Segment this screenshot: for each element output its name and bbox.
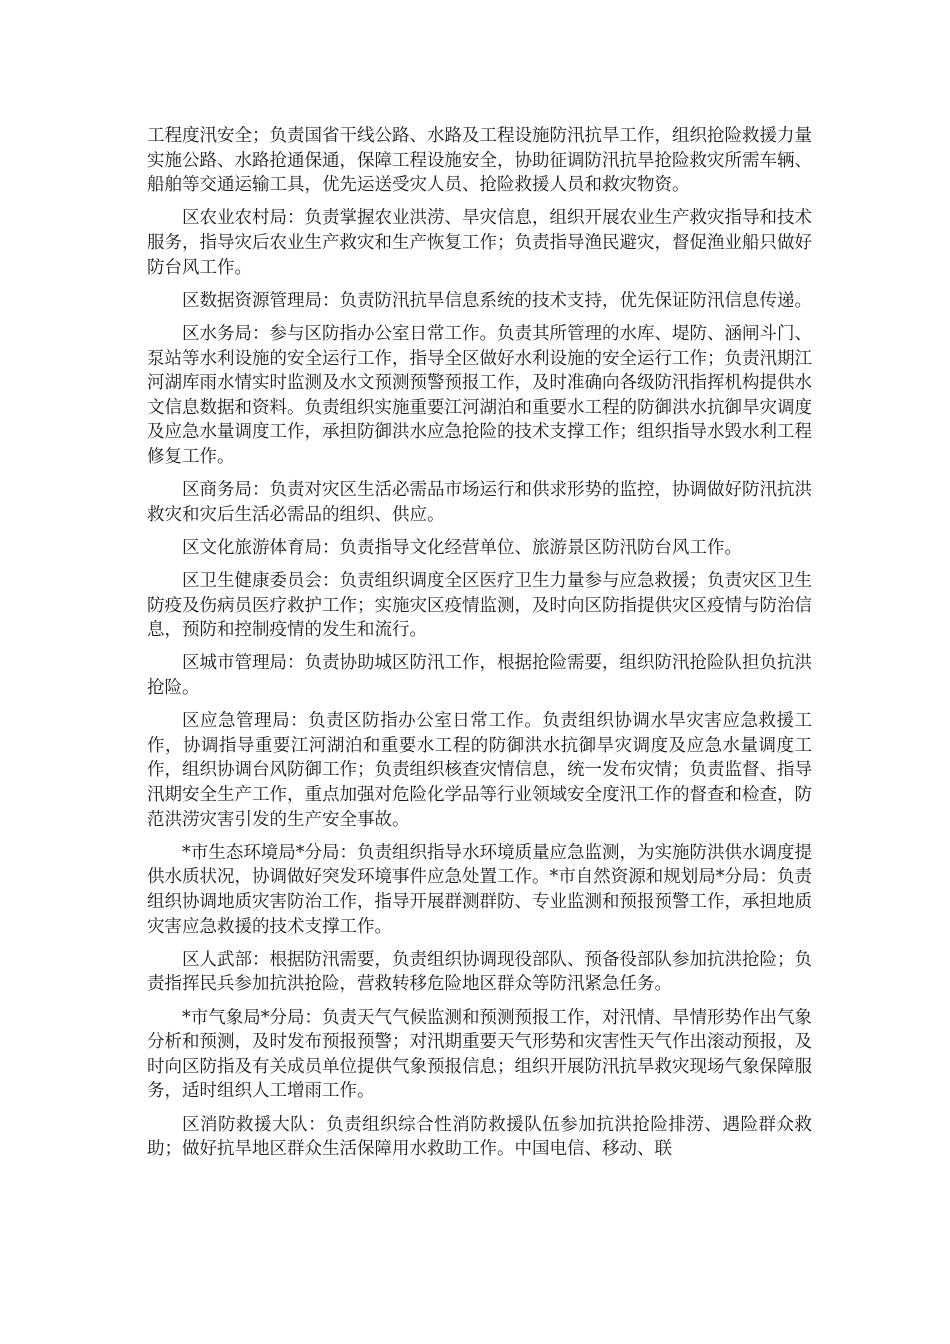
paragraph-data-resources-bureau: 区数据资源管理局：负责防汛抗旱信息系统的技术支持，优先保证防汛信息传递。 [182,290,812,311]
paragraph-fire-rescue-brigade: 区消防救援大队：负责组织综合性消防救援队伍参加抗洪抢险排涝、遇险群众救助；做好抗旱地区群众生活保障用水救助工作。中国电信、移动、联 [147,1114,812,1160]
paragraph-meteorology-bureau: *市气象局*分局：负责天气气候监测和预测预报工作，对汛情、旱情形势作出气象分析和预测，及时发布预报预警；对汛期重要天气形势和灾害性天气作出滚动预报，及时向区防指及有关成员单位提供气象预报信息；组织开展防汛抗旱救灾现场气象保障服务，适时组织人工增雨工作。 [147,1007,812,1102]
paragraph-culture-tourism-bureau: 区文化旅游体育局：负责指导文化经营单位、旅游景区防汛防台风工作。 [182,537,742,558]
paragraph-water-affairs-bureau: 区水务局：参与区防指办公室日常工作。负责其所管理的水库、堤防、涵闸斗门、泵站等水利设施的安全运行工作，指导全区做好水利设施的安全运行工作；负责汛期江河湖库雨水情实时监测及水文预测预警预报工作，及时准确向各级防汛指挥机构提供水文信息数据和资料。负责组织实施重要江河湖泊和重要水工程的防御洪水抗御旱灾调度及应急水量调度工作，承担防御洪水应急抢险的技术支撑工作；组织指导水毁水利工程修复工作。 [147,323,812,467]
paragraph-agriculture-bureau: 区农业农村局：负责掌握农业洪涝、旱灾信息，组织开展农业生产救灾指导和技术服务，指导灾后农业生产救灾和生产恢复工作；负责指导渔民避灾，督促渔业船只做好防台风工作。 [147,208,812,278]
paragraph-armed-forces-department: 区人武部：根据防汛需要，负责组织协调现役部队、预备役部队参加抗洪抢险；负责指挥民兵参加抗洪抢险，营救转移危险地区群众等防汛紧急任务。 [147,949,812,995]
paragraph-emergency-management-bureau: 区应急管理局：负责区防指办公室日常工作。负责组织协调水旱灾害应急救援工作，协调指导重要江河湖泊和重要水工程的防御洪水抗御旱灾调度及应急水量调度工作，组织协调台风防御工作；负责组织核查灾情信息，统一发布灾情；负责监督、指导汛期安全生产工作，重点加强对危险化学品等行业领域安全度汛工作的督查和检查，防范洪涝灾害引发的生产安全事故。 [147,711,812,830]
paragraph-transport-continued: 工程度汛安全；负责国省干线公路、水路及工程设施防汛抗旱工作，组织抢险救援力量实施公路、水路抢通保通，保障工程设施安全，协助征调防汛抗旱抢险救灾所需车辆、船舶等交通运输工具，优先运送受灾人员、抢险救援人员和救灾物资。 [147,126,812,196]
document-body [147,124,812,1170]
paragraph-health-commission: 区卫生健康委员会：负责组织调度全区医疗卫生力量参与应急救援；负责灾区卫生防疫及伤病员医疗救护工作；实施灾区疫情监测，及时向区防指提供灾区疫情与防治信息，预防和控制疫情的发生和流行。 [147,571,812,641]
paragraph-urban-management-bureau: 区城市管理局：负责协助城区防汛工作，根据抢险需要，组织防汛抢险队担负抗洪抢险。 [147,653,812,699]
paragraph-ecology-natural-resources: *市生态环境局*分局：负责组织指导水环境质量应急监测，为实施防洪供水调度提供水质状况，协调做好突发环境事件应急处置工作。*市自然资源和规划局*分局：负责组织协调地质灾害防治工作，指导开展群测群防、专业监测和预报预警工作，承担地质灾害应急救援的技术支撑工作。 [147,842,812,937]
paragraph-commerce-bureau: 区商务局：负责对灾区生活必需品市场运行和供求形势的监控，协调做好防汛抗洪救灾和灾后生活必需品的组织、供应。 [147,480,812,525]
